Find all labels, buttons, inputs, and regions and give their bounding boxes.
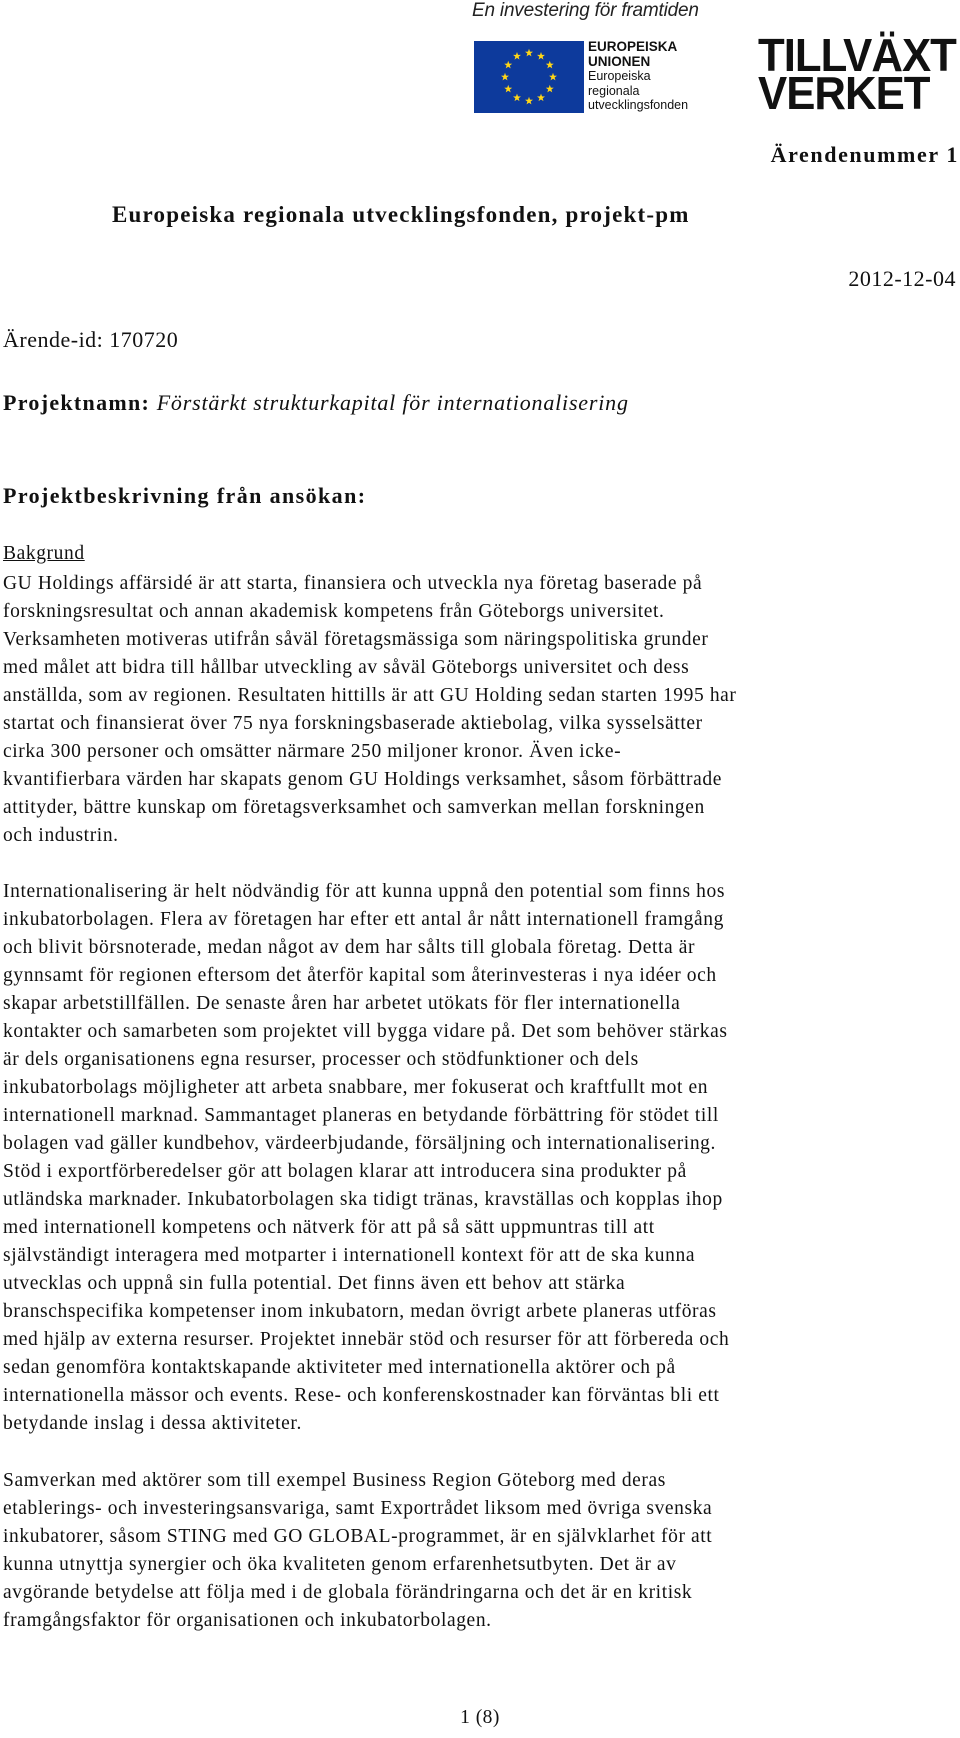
project-name [3, 390, 629, 416]
eu-logo-line: EUROPEISKA [588, 39, 678, 54]
eu-logo-line: Europeiska [588, 69, 651, 83]
body-paragraph: Samverkan med aktörer som till exempel Business Region Göteborg med deras etablerings- och investeringsansvariga, samt Exportrådet liksom med övriga svenska inkubatorer, såsom STING med GO GLOBAL-programmet, är en självklarhet för att kunna utnyttja synergier och öka kvaliteten genom erfarenhetsutbyten. Det är av avgörande betydelse att följa med i de globala förändringarna och det är en kritisk framgångsfaktor för organisationen och inkubatorbolagen. [3, 1470, 713, 1631]
eu-logo-line: UNIONEN [588, 53, 651, 69]
tillvaxtverket-logo-line: VERKET [758, 67, 930, 119]
eu-logo-line: regionala [588, 83, 640, 98]
section-heading: Projektbeskrivning från ansökan: [3, 483, 367, 508]
eu-logo-text [588, 40, 688, 113]
document-date: 2012-12-04 [848, 266, 956, 291]
project-name-value: Förstärkt strukturkapital för internationalisering [156, 390, 629, 415]
project-name-label: Projektnamn: [3, 390, 151, 415]
eu-logo-line: utvecklingsfonden [588, 98, 689, 112]
page-number: 1 (8) [460, 1707, 500, 1728]
document-title: Europeiska regionala utvecklingsfonden, projekt-pm [112, 202, 690, 227]
tillvaxtverket-logo-line: TILLVÄXT [758, 29, 956, 81]
case-id: Ärende-id: 170720 [3, 327, 179, 352]
case-number: Ärendenummer 1 [770, 142, 959, 167]
eu-flag-logo [474, 41, 584, 113]
body-paragraph: GU Holdings affärsidé är att starta, finansiera och utveckla nya företag baserade på forskningsresultat och annan akademisk kompetens från Göteborgs universitet. Verksamheten motiveras utifrån såväl företagsmässiga som näringspolitiska grunder med målet att bidra till hållbar utveckling av såväl Göteborgs universitet och dess anställda, som av regionen. Resultaten hittills är att GU Holding sedan starten 1995 har startat och finansierat över 75 nya forskningsbaserade aktiebolag, vilka sysselsätter cirka 300 personer och omsätter närmare 250 miljoner kronor. Även icke- kvantifierbara värden har skapats genom GU Holdings verksamhet, såsom förbättrade attityder, bättre kunskap om företagsverksamhet och samverkan mellan forskningen och industrin. [3, 573, 737, 846]
tillvaxtverket-logo [758, 29, 956, 119]
subheading-background: Bakgrund [3, 543, 85, 564]
tagline: En investering för framtiden [472, 0, 699, 21]
body-paragraph: Internationalisering är helt nödvändig för att kunna uppnå den potential som finns hos inkubatorbolagen. Flera av företagen har efter ett antal år nått internationell framgång och blivit börsnoterade, medan något av dem har sålts till globala företag. Detta är gynnsamt för regionen eftersom det återför kapital som återinvesteras i nya idéer och skapar arbetstillfällen. De senaste åren har arbetet utökats för fler internationella kontakter och samarbeten som projektet vill bygga vidare på. Det som behöver stärkas är dels organisationens egna resurser, processer och stödfunktioner och dels inkubatorbolags möjligheter att arbeta snabbare, mer fokuserat och kraftfullt mot en internationell marknad. Sammantaget planeras en betydande förbättring för stödet till bolagen vad gäller kundbehov, värdeerbjudande, försäljning och internationalisering. Stöd i exportförberedelser gör att bolagen klarar att introducera sina produkter på utländska marknader. Inkubatorbolagen ska tidigt tränas, kravställas och kopplas ihop med internationell kompetens och nätverk för att på så sätt uppmuntras till att självständigt interagera med motparter i internationell kontext för att de ska kunna utvecklas och uppnå sin fulla potential. Det finns även ett behov att stärka branschspecifika kompetenser inom inkubatorn, medan övrigt arbete planeras utföras med hjälp av externa resurser. Projektet innebär stöd och resurser för att förbereda och sedan genomföra kontaktskapande aktiviteter med internationella aktörer och på internationella mässor och events. Rese- och konferenskostnader kan förväntas bli ett betydande inslag i dessa aktiviteter. [3, 881, 730, 1434]
